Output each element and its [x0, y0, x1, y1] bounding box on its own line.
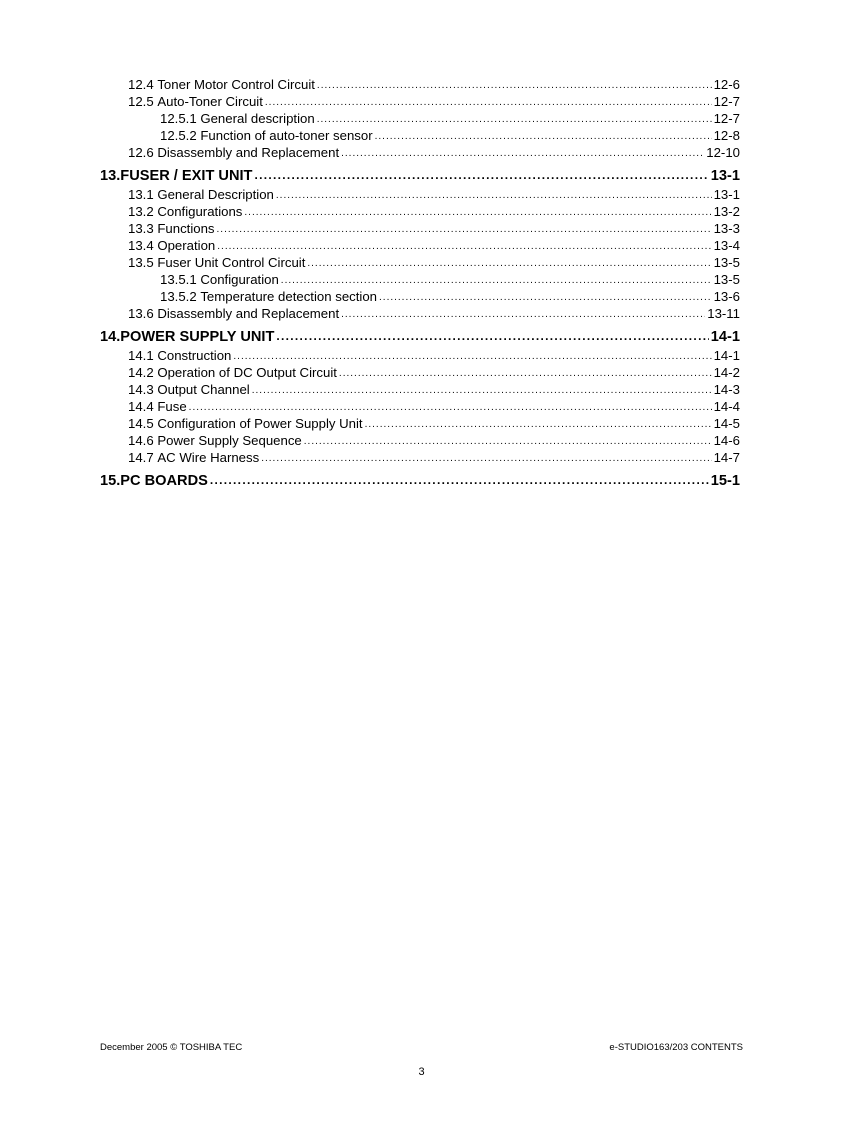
toc-entry-page: 12-10 [706, 145, 740, 160]
toc-entry-number: 12.4 [128, 77, 154, 92]
toc-entry-number: 13.6 [128, 306, 154, 321]
toc-entry [100, 398, 740, 415]
toc-dot-leader [265, 94, 712, 111]
toc-entry [100, 144, 740, 161]
toc-entry-title: Configuration of Power Supply Unit [157, 416, 363, 431]
toc-entry-number: 13.2 [128, 204, 154, 219]
toc-entry-page: 14-5 [713, 416, 740, 431]
toc-entry [100, 381, 740, 398]
page-number: 3 [418, 1066, 425, 1078]
toc-entry-number: 13. [100, 168, 121, 184]
toc-entry-title: Disassembly and Replacement [157, 145, 340, 160]
toc-entry-title: Construction [157, 348, 232, 363]
toc-entry-title: FUSER / EXIT UNIT [120, 168, 253, 184]
toc-dot-leader [276, 187, 712, 204]
toc-dot-leader [307, 255, 711, 272]
toc-entry-title: POWER SUPPLY UNIT [120, 329, 275, 345]
toc-entry-page: 13-5 [713, 255, 740, 270]
toc-entry-title: General Description [157, 187, 274, 202]
toc-dot-leader [254, 165, 708, 185]
toc-entry-page: 14-3 [713, 382, 740, 397]
toc-entry-number: 15. [100, 473, 121, 489]
toc-dot-leader [365, 416, 712, 433]
toc-entry [100, 127, 740, 144]
toc-entry-page: 15-1 [710, 473, 740, 489]
toc-entry [100, 415, 740, 432]
toc-entry-page: 14-1 [713, 348, 740, 363]
toc-chapter-entry [100, 327, 740, 347]
toc-entry-page: 13-1 [710, 168, 740, 184]
toc-dot-leader [244, 204, 711, 221]
toc-entry-number: 13.1 [128, 187, 154, 202]
toc-entry-title: Function of auto-toner sensor [200, 128, 373, 143]
toc-entry [100, 449, 740, 466]
toc-entry-number: 14.7 [128, 450, 154, 465]
toc-dot-leader [276, 326, 708, 346]
toc-dot-leader [339, 365, 712, 382]
toc-entry-number: 14.2 [128, 365, 154, 380]
toc-dot-leader [210, 470, 709, 490]
toc-dot-leader [281, 272, 712, 289]
toc-chapter-entry [100, 471, 740, 491]
toc-entry-title: Power Supply Sequence [157, 433, 302, 448]
toc-entry [100, 237, 740, 254]
toc-entry-page: 13-6 [713, 289, 740, 304]
toc-entry-number: 13.5 [128, 255, 154, 270]
toc-entry [100, 93, 740, 110]
toc-dot-leader [375, 128, 712, 145]
toc-dot-leader [189, 399, 712, 416]
toc-dot-leader [233, 348, 711, 365]
toc-dot-leader [317, 111, 712, 128]
toc-entry-title: Toner Motor Control Circuit [157, 77, 315, 92]
toc-entry-number: 14.4 [128, 399, 154, 414]
toc-entry-title: Operation of DC Output Circuit [157, 365, 337, 380]
toc-dot-leader [341, 306, 705, 323]
toc-entry-title: Temperature detection section [200, 289, 378, 304]
toc-dot-leader [379, 289, 712, 306]
toc-entry-title: PC BOARDS [120, 473, 208, 489]
toc-entry [100, 364, 740, 381]
toc-entry-number: 14.1 [128, 348, 154, 363]
toc-entry-number: 12.6 [128, 145, 154, 160]
table-of-contents [100, 76, 740, 491]
toc-entry-title: Fuse [157, 399, 187, 414]
toc-dot-leader [317, 77, 712, 94]
toc-dot-leader [217, 221, 712, 238]
toc-entry-page: 14-2 [713, 365, 740, 380]
toc-entry-number: 13.4 [128, 238, 154, 253]
toc-entry [100, 432, 740, 449]
toc-entry-title: Output Channel [157, 382, 250, 397]
toc-entry-title: Configurations [157, 204, 243, 219]
toc-entry [100, 305, 740, 322]
toc-entry-title: Disassembly and Replacement [157, 306, 340, 321]
footer-document-title: e-STUDIO163/203 CONTENTS [609, 1042, 743, 1053]
toc-entry-page: 14-7 [713, 450, 740, 465]
toc-entry-title: Operation [157, 238, 216, 253]
toc-entry [100, 186, 740, 203]
toc-entry [100, 76, 740, 93]
toc-entry [100, 288, 740, 305]
toc-entry-number: 14.6 [128, 433, 154, 448]
toc-entry-page: 13-11 [707, 306, 740, 321]
toc-chapter-entry [100, 166, 740, 186]
toc-entry-page: 13-5 [713, 272, 740, 287]
toc-entry-number: 12.5.2 [160, 128, 197, 143]
toc-dot-leader [217, 238, 711, 255]
footer-copyright: December 2005 © TOSHIBA TEC [100, 1042, 243, 1053]
toc-entry-number: 13.5.1 [160, 272, 197, 287]
toc-entry [100, 271, 740, 288]
toc-entry-page: 12-7 [713, 94, 740, 109]
toc-entry-number: 14.3 [128, 382, 154, 397]
toc-entry-page: 13-4 [713, 238, 740, 253]
toc-entry-number: 14.5 [128, 416, 154, 431]
toc-entry-page: 12-6 [713, 77, 740, 92]
toc-entry-title: Auto-Toner Circuit [157, 94, 263, 109]
toc-entry [100, 347, 740, 364]
toc-entry-page: 13-2 [713, 204, 740, 219]
toc-entry-title: General description [200, 111, 315, 126]
toc-entry-page: 14-1 [710, 329, 740, 345]
toc-entry-title: AC Wire Harness [157, 450, 260, 465]
toc-dot-leader [252, 382, 712, 399]
toc-entry-title: Fuser Unit Control Circuit [157, 255, 306, 270]
toc-entry-title: Functions [157, 221, 215, 236]
toc-entry-page: 14-4 [713, 399, 740, 414]
toc-entry [100, 220, 740, 237]
toc-entry [100, 203, 740, 220]
toc-entry-number: 12.5 [128, 94, 154, 109]
toc-entry [100, 110, 740, 127]
toc-entry-number: 12.5.1 [160, 111, 197, 126]
toc-entry-page: 13-1 [713, 187, 740, 202]
toc-entry-page: 12-7 [713, 111, 740, 126]
toc-entry-number: 13.5.2 [160, 289, 197, 304]
toc-entry-page: 12-8 [713, 128, 740, 143]
toc-dot-leader [341, 145, 704, 162]
toc-entry-number: 13.3 [128, 221, 154, 236]
toc-dot-leader [261, 450, 711, 467]
toc-entry-page: 13-3 [713, 221, 740, 236]
toc-entry-number: 14. [100, 329, 121, 345]
toc-dot-leader [304, 433, 712, 450]
toc-entry-page: 14-6 [713, 433, 740, 448]
toc-entry [100, 254, 740, 271]
toc-entry-title: Configuration [200, 272, 279, 287]
page-footer [100, 1042, 743, 1053]
